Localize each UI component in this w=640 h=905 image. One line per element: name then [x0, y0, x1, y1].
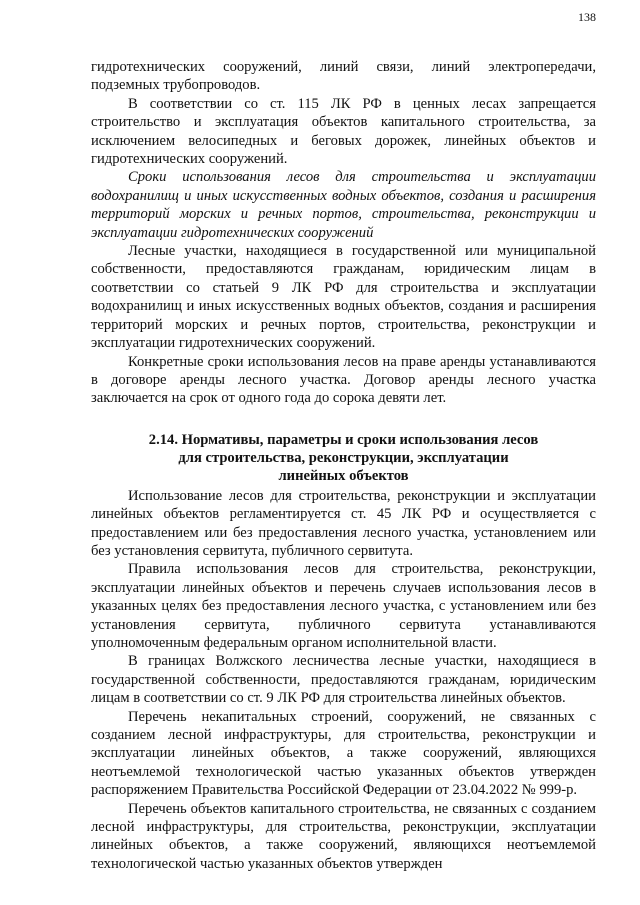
paragraph: Конкретные сроки использования лесов на праве аренды устанавливаются в договоре аренды лесного участка. Договор аренды лесного участка заключается на срок от одного года до сорока девяти лет.	[91, 353, 596, 407]
section-heading-line: 2.14. Нормативы, параметры и сроки использования лесов	[148, 431, 539, 448]
page-content	[91, 58, 596, 873]
section-heading	[91, 431, 596, 485]
paragraph: В соответствии со ст. 115 ЛК РФ в ценных лесах запрещается строительство и эксплуатация объектов капитального строительства, за исключением велосипедных и беговых дорожек, линейных объектов и гидротехнических сооружений.	[91, 95, 596, 168]
italic-subheading: Сроки использования лесов для строительства и эксплуатации водохранилищ и иных искусственных водных объектов, создания и расширения территорий морских и речных портов, строительства, реконструкции и эксплуатации гидротехнических сооружений	[91, 169, 596, 241]
paragraph: Перечень некапитальных строений, сооружений, не связанных с созданием лесной инфраструктуры, для строительства, реконструкции и эксплуатации линейных объектов, а также сооружений, являющихся неотъемлемой технологической частью указанных объектов утвержден распоряжением Правительства Российской Федерации от 23.04.2022 № 999-р.	[91, 708, 596, 799]
section-heading-line: линейных объектов	[278, 467, 409, 484]
paragraph: В границах Волжского лесничества лесные участки, находящиеся в государственной собственности, предоставляются гражданам, юридическим лицам в соответствии со ст. 9 ЛК РФ для строительства линейных объектов.	[91, 653, 596, 707]
paragraph: Использование лесов для строительства, реконструкции и эксплуатации линейных объектов регламентируется ст. 45 ЛК РФ и осуществляется с предоставлением или без предоставления лесного участка, установлением или без установления сервитута, публичного сервитута.	[91, 487, 596, 559]
paragraph: Перечень объектов капитального строительства, не связанных с созданием лесной инфраструктуры, для строительства, реконструкции, эксплуатации линейных объектов, а также сооружений, являющихся неотъемлемой технологической частью указанных объектов утвержден	[91, 800, 596, 872]
paragraph: Лесные участки, находящиеся в государственной или муниципальной собственности, предоставляются гражданам, юридическим лицам в соответствии со статьей 9 ЛК РФ для строительства и эксплуатации водохранилищ и иных искусственных водных объектов, создания и расширения территорий морских и речных портов, строительства, реконструкции и эксплуатации гидротехнических сооружений.	[91, 243, 596, 352]
paragraph: Правила использования лесов для строительства, реконструкции, эксплуатации линейных объектов и перечень случаев использования лесов в указанных целях без предоставления лесного участка, с установлением или без установления сервитута, публичного сервитута устанавливаются уполномоченным федеральным органом исполнительной власти.	[91, 561, 596, 651]
section-heading-line: для строительства, реконструкции, эксплуатации	[178, 449, 509, 466]
page-number: 138	[578, 10, 596, 24]
paragraph: гидротехнических сооружений, линий связи, линий электропередачи, подземных трубопроводов.	[91, 59, 596, 94]
